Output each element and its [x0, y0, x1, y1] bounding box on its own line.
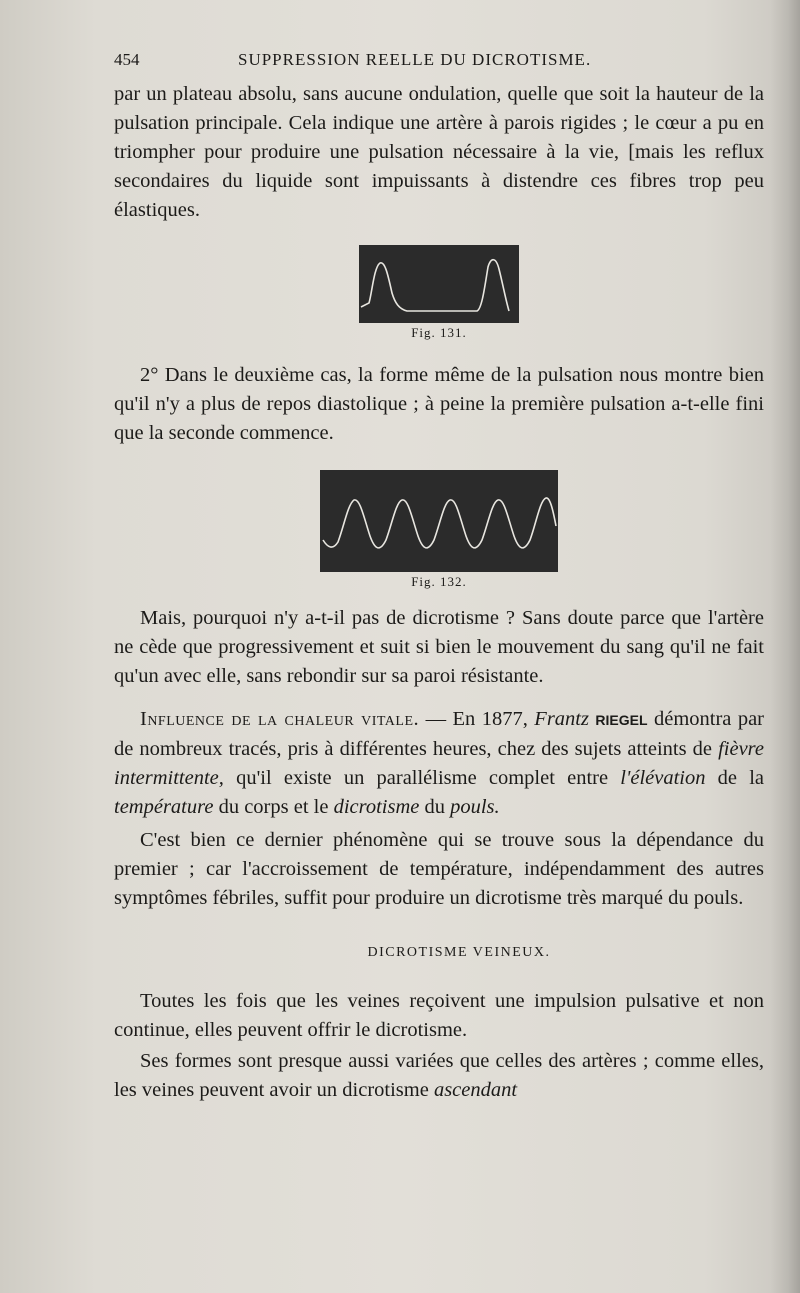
section-heading-venous: DICROTISME VEINEUX. [367, 945, 551, 960]
page-number: 454 [114, 50, 140, 69]
figure-132 [114, 470, 764, 592]
text-segment: du corps et le [213, 796, 334, 818]
running-head [114, 50, 764, 80]
italic-term: température [114, 796, 214, 818]
text-segment: du [419, 796, 451, 818]
figure-132-plate [320, 470, 558, 572]
paragraph-why-no-dicrotism: Mais, pourquoi n'y a-t-il pas de dicrotisme ? Sans doute parce que l'artère ne cède que progressivement et suit si bien le mouvement du sang qu'il ne fait qu'un avec elle, sans rebondir sur sa paroi résistante. [114, 607, 764, 687]
author-surname: RIEGEL [595, 712, 648, 728]
italic-term: pouls. [450, 796, 500, 818]
text-segment: Ses formes sont presque aussi variées que celles des artères ; comme elles, les veines peuvent avoir un dicrotisme [114, 1050, 764, 1101]
paragraph-plateau: par un plateau absolu, sans aucune ondulation, quelle que soit la hauteur de la pulsation principale. Cela indique une artère à parois rigides ; le cœur a pu en triompher pour produire une pulsation nécessaire à la vie, [mais les reflux secondaires du liquide sont impuissants à distendre ces fibres trop peu élastiques. [114, 83, 764, 221]
italic-term: ascendant [433, 1079, 518, 1101]
text-segment: — En 1877, [419, 708, 535, 730]
italic-term: fièvre intermittente, [114, 738, 764, 789]
text-segment: de la [705, 767, 764, 789]
italic-term: dicrotisme [333, 796, 420, 818]
figure-132-caption: Fig. 132. [411, 574, 467, 589]
section-lead-heading: Influence de la chaleur vitale. [140, 708, 420, 730]
text-segment: qu'il existe un parallélisme complet entre [223, 767, 621, 789]
figure-131 [114, 245, 764, 343]
italic-term: l'élévation [620, 767, 706, 789]
figure-131-caption: Fig. 131. [411, 325, 467, 340]
running-title: SUPPRESSION REELLE DU DICROTISME. [238, 50, 592, 69]
paragraph-dependence: C'est bien ce dernier phénomène qui se trouve sous la dépendance du premier ; car l'accroissement de température, indépendamment des autres symptômes fébriles, suffit pour produire un dicrotisme très marqué du pouls. [114, 829, 764, 909]
page-gutter-shadow [770, 0, 800, 1293]
paragraph-vital-heat [114, 705, 764, 822]
page-content [114, 50, 764, 1105]
paragraph-veins: Toutes les fois que les veines reçoivent une impulsion pulsative et non continue, elles peuvent offrir le dicrotisme. [114, 990, 764, 1041]
author-first-name: Frantz [534, 708, 589, 730]
figure-132-trace [320, 470, 558, 572]
figure-131-trace [359, 245, 519, 323]
paragraph-forms [114, 1047, 764, 1105]
text-segment: démontra par de nombreux tracés, pris à différentes heures, chez des sujets atteints de [114, 708, 765, 760]
paragraph-second-case: 2° Dans le deuxième cas, la forme même de la pulsation nous montre bien qu'il n'y a plus de repos diastolique ; à peine la première pulsation a-t-elle fini que la seconde commence. [114, 364, 764, 444]
